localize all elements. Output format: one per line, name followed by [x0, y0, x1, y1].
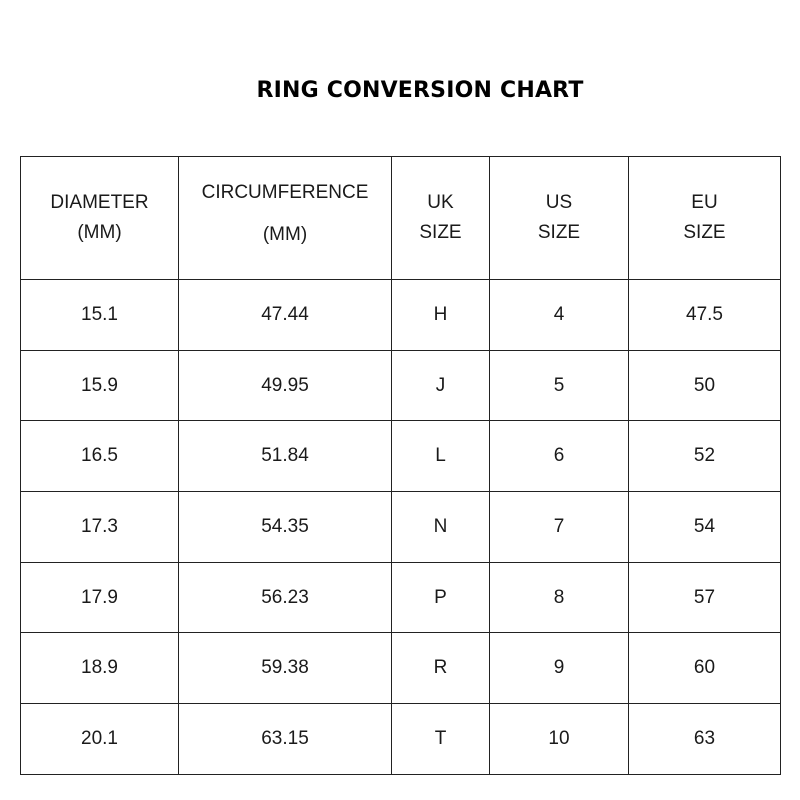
- cell-diameter: 20.1: [21, 704, 179, 775]
- cell-circumference: 63.15: [179, 704, 392, 775]
- cell-circumference: 59.38: [179, 633, 392, 704]
- cell-eu-size: 63: [629, 704, 781, 775]
- header-row: [21, 157, 781, 280]
- header-us-size: [490, 157, 629, 280]
- cell-us-size: 8: [490, 562, 629, 633]
- cell-eu-size: 52: [629, 421, 781, 492]
- header-circumference-line2: (MM): [262, 224, 308, 245]
- cell-us-size: 5: [490, 350, 629, 421]
- page-title: RING CONVERSION CHART: [256, 78, 584, 103]
- header-eu-size: [629, 157, 781, 280]
- cell-diameter: 17.3: [21, 492, 179, 563]
- cell-diameter: 15.1: [21, 280, 179, 351]
- cell-us-size: 4: [490, 280, 629, 351]
- cell-eu-size: 57: [629, 562, 781, 633]
- cell-circumference: 49.95: [179, 350, 392, 421]
- header-diameter-line2: (MM): [77, 222, 122, 243]
- cell-uk-size: H: [392, 280, 490, 351]
- table-row: [21, 421, 781, 492]
- table-row: [21, 562, 781, 633]
- table-row: [21, 633, 781, 704]
- header-circumference: [179, 157, 392, 280]
- cell-us-size: 7: [490, 492, 629, 563]
- cell-diameter: 18.9: [21, 633, 179, 704]
- cell-circumference: 47.44: [179, 280, 392, 351]
- cell-eu-size: 60: [629, 633, 781, 704]
- header-us-line1: US: [545, 192, 573, 213]
- cell-us-size: 6: [490, 421, 629, 492]
- ring-conversion-table: [20, 156, 781, 775]
- header-uk-line2: SIZE: [419, 222, 462, 243]
- cell-circumference: 51.84: [179, 421, 392, 492]
- cell-uk-size: P: [392, 562, 490, 633]
- header-diameter: [21, 157, 179, 280]
- cell-eu-size: 47.5: [629, 280, 781, 351]
- header-uk-size: [392, 157, 490, 280]
- cell-uk-size: J: [392, 350, 490, 421]
- cell-diameter: 15.9: [21, 350, 179, 421]
- header-uk-line1: UK: [427, 192, 454, 213]
- cell-diameter: 16.5: [21, 421, 179, 492]
- cell-circumference: 54.35: [179, 492, 392, 563]
- cell-diameter: 17.9: [21, 562, 179, 633]
- cell-uk-size: T: [392, 704, 490, 775]
- table-row: [21, 280, 781, 351]
- cell-us-size: 10: [490, 704, 629, 775]
- table-row: [21, 492, 781, 563]
- header-diameter-line1: DIAMETER: [50, 192, 149, 213]
- cell-eu-size: 50: [629, 350, 781, 421]
- cell-circumference: 56.23: [179, 562, 392, 633]
- header-eu-line1: EU: [691, 192, 718, 213]
- cell-eu-size: 54: [629, 492, 781, 563]
- table-row: [21, 350, 781, 421]
- cell-uk-size: N: [392, 492, 490, 563]
- header-circumference-line1: CIRCUMFERENCE: [201, 182, 369, 203]
- cell-uk-size: R: [392, 633, 490, 704]
- cell-uk-size: L: [392, 421, 490, 492]
- header-eu-line2: SIZE: [683, 222, 726, 243]
- cell-us-size: 9: [490, 633, 629, 704]
- header-us-line2: SIZE: [537, 222, 581, 243]
- table-row: [21, 704, 781, 775]
